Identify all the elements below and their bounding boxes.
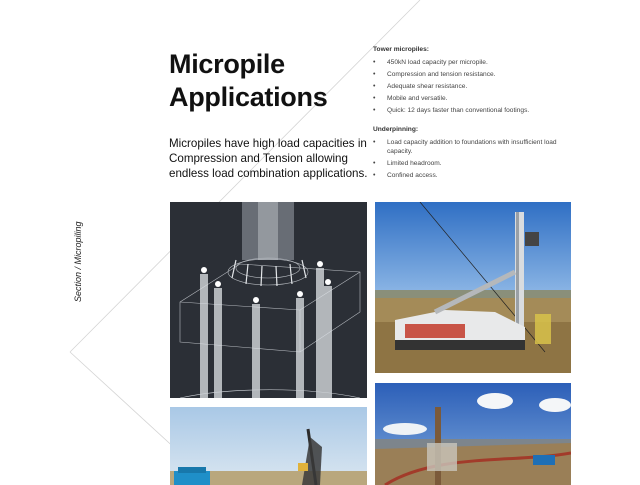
list-item: • Compression and tension resistance. <box>373 70 573 79</box>
intro-paragraph: Micropiles have high load capacities in Compression and Tension allowing endless load combination applications. <box>169 137 368 180</box>
list-item: • Adequate shear resistance. <box>373 82 573 91</box>
site-photo-blue-container <box>170 407 367 485</box>
hillside-drilling-photo <box>375 383 571 485</box>
specifications <box>373 46 573 183</box>
list-item: • Mobile and versatile. <box>373 94 573 103</box>
tower-block <box>373 46 573 115</box>
drilling-rig-photo <box>375 202 571 373</box>
underpinning-heading: Underpinning: <box>373 126 419 133</box>
tower-heading: Tower micropiles: <box>373 46 429 53</box>
micropile-render-image <box>170 202 367 398</box>
list-item: • 450kN load capacity per micropile. <box>373 58 573 67</box>
underpinning-block <box>373 126 573 180</box>
list-item: • Quick: 12 days faster than conventional footings. <box>373 106 573 115</box>
list-item: • Confined access. <box>373 171 573 180</box>
list-item: • Limited headroom. <box>373 159 573 168</box>
title-line-1: Micropile <box>169 49 285 79</box>
tower-list <box>373 58 573 115</box>
title-line-2: Applications <box>169 82 328 112</box>
list-item: • Load capacity addition to foundations with insufficient load capacity. <box>373 138 573 156</box>
underpinning-list <box>373 138 573 180</box>
section-label: Section / Micropiling <box>73 221 83 302</box>
page-title <box>169 48 359 114</box>
